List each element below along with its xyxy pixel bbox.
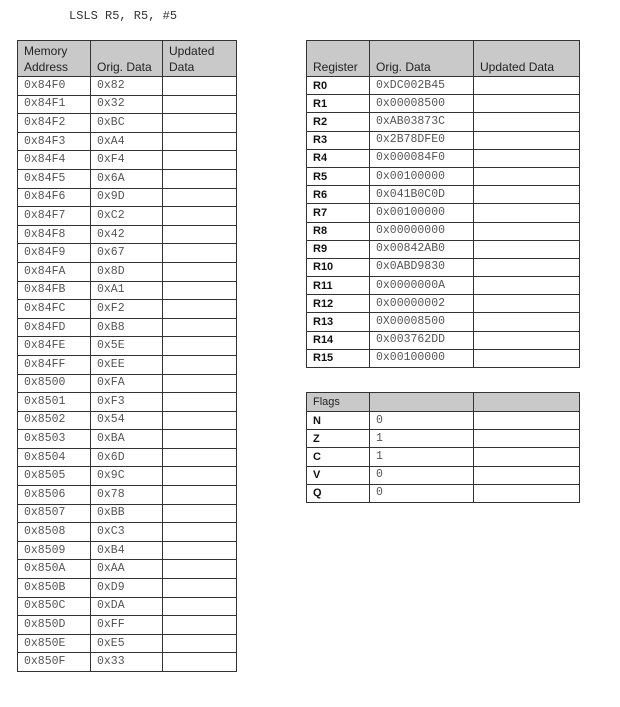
orig-data-cell: 0x00008500	[370, 95, 474, 113]
header-flags: Flags	[307, 393, 370, 412]
address-cell: 0x84FD	[18, 318, 91, 337]
updated-data-cell	[163, 207, 237, 226]
flag-row	[307, 484, 580, 502]
memory-row	[18, 653, 237, 672]
orig-data-cell: 0xDC002B45	[370, 77, 474, 95]
orig-data-cell: 0x82	[91, 77, 163, 96]
updated-data-cell	[474, 186, 580, 204]
orig-data-cell: 0xBC	[91, 114, 163, 133]
register-name-cell: R9	[307, 240, 370, 258]
updated-data-cell	[163, 467, 237, 486]
address-cell: 0x8503	[18, 430, 91, 449]
register-name-cell: R8	[307, 222, 370, 240]
memory-row	[18, 95, 237, 114]
updated-data-cell	[474, 258, 580, 276]
orig-data-cell: 0x8D	[91, 262, 163, 281]
memory-row	[18, 374, 237, 393]
flag-name-cell: V	[307, 466, 370, 484]
orig-data-cell: 0x42	[91, 225, 163, 244]
flag-orig-cell: 1	[370, 430, 474, 448]
address-cell: 0x84FF	[18, 355, 91, 374]
orig-data-cell: 0xAA	[91, 560, 163, 579]
register-name-cell: R15	[307, 349, 370, 367]
memory-row	[18, 523, 237, 542]
address-cell: 0x84FE	[18, 337, 91, 356]
updated-data-cell	[163, 337, 237, 356]
memory-row	[18, 579, 237, 598]
register-name-cell: R3	[307, 131, 370, 149]
updated-data-cell	[163, 355, 237, 374]
memory-row	[18, 337, 237, 356]
address-cell: 0x84FB	[18, 281, 91, 300]
register-name-cell: R10	[307, 258, 370, 276]
memory-header-row	[18, 41, 237, 77]
register-row	[307, 167, 580, 185]
updated-data-cell	[474, 131, 580, 149]
memory-row	[18, 486, 237, 505]
flag-name-cell: C	[307, 448, 370, 466]
address-cell: 0x850C	[18, 597, 91, 616]
memory-row	[18, 504, 237, 523]
updated-data-cell	[474, 349, 580, 367]
memory-row	[18, 411, 237, 430]
orig-data-cell: 0xC3	[91, 523, 163, 542]
register-row	[307, 222, 580, 240]
updated-data-cell	[163, 262, 237, 281]
header-flags-orig	[370, 393, 474, 412]
updated-data-cell	[163, 300, 237, 319]
header-memory-address: Memory Address	[18, 41, 91, 77]
flag-orig-cell: 0	[370, 466, 474, 484]
orig-data-cell: 0x0000000A	[370, 277, 474, 295]
updated-data-cell	[474, 149, 580, 167]
orig-data-cell: 0xBA	[91, 430, 163, 449]
updated-data-cell	[163, 486, 237, 505]
updated-data-cell	[163, 132, 237, 151]
updated-data-cell	[163, 188, 237, 207]
orig-data-cell: 0x041B0C0D	[370, 186, 474, 204]
memory-row	[18, 355, 237, 374]
updated-data-cell	[474, 295, 580, 313]
updated-data-cell	[163, 151, 237, 170]
orig-data-cell: 0xF3	[91, 393, 163, 412]
header-flags-updated	[474, 393, 580, 412]
orig-data-cell: 0xAB03873C	[370, 113, 474, 131]
updated-data-cell	[474, 277, 580, 295]
address-cell: 0x8504	[18, 448, 91, 467]
orig-data-cell: 0x9D	[91, 188, 163, 207]
register-row	[307, 277, 580, 295]
memory-row	[18, 448, 237, 467]
updated-data-cell	[474, 331, 580, 349]
register-name-cell: R6	[307, 186, 370, 204]
header-updated-data: Updated Data	[474, 41, 580, 77]
memory-row	[18, 207, 237, 226]
orig-data-cell: 0xA4	[91, 132, 163, 151]
register-row	[307, 186, 580, 204]
memory-row	[18, 151, 237, 170]
address-cell: 0x8508	[18, 523, 91, 542]
orig-data-cell: 0xB8	[91, 318, 163, 337]
orig-data-cell: 0xFF	[91, 616, 163, 635]
register-table	[306, 40, 580, 368]
flag-updated-cell	[474, 484, 580, 502]
memory-row	[18, 467, 237, 486]
memory-row	[18, 262, 237, 281]
updated-data-cell	[474, 222, 580, 240]
orig-data-cell: 0X00008500	[370, 313, 474, 331]
updated-data-cell	[163, 616, 237, 635]
memory-row	[18, 560, 237, 579]
flag-orig-cell: 1	[370, 448, 474, 466]
orig-data-cell: 0x0ABD9830	[370, 258, 474, 276]
address-cell: 0x8509	[18, 541, 91, 560]
flag-updated-cell	[474, 412, 580, 430]
address-cell: 0x850B	[18, 579, 91, 598]
register-name-cell: R14	[307, 331, 370, 349]
orig-data-cell: 0xB4	[91, 541, 163, 560]
register-row	[307, 95, 580, 113]
updated-data-cell	[163, 77, 237, 96]
updated-data-cell	[163, 411, 237, 430]
register-row	[307, 131, 580, 149]
flag-orig-cell: 0	[370, 412, 474, 430]
updated-data-cell	[163, 430, 237, 449]
header-orig-data: Orig. Data	[91, 41, 163, 77]
address-cell: 0x84F1	[18, 95, 91, 114]
orig-data-cell: 0x003762DD	[370, 331, 474, 349]
updated-data-cell	[163, 374, 237, 393]
register-row	[307, 240, 580, 258]
register-header-row	[307, 41, 580, 77]
memory-row	[18, 597, 237, 616]
updated-data-cell	[163, 597, 237, 616]
flag-row	[307, 430, 580, 448]
register-name-cell: R12	[307, 295, 370, 313]
orig-data-cell: 0xA1	[91, 281, 163, 300]
flag-name-cell: Q	[307, 484, 370, 502]
register-row	[307, 295, 580, 313]
memory-row	[18, 616, 237, 635]
register-name-cell: R1	[307, 95, 370, 113]
orig-data-cell: 0x00100000	[370, 349, 474, 367]
orig-data-cell: 0xDA	[91, 597, 163, 616]
address-cell: 0x8500	[18, 374, 91, 393]
register-row	[307, 149, 580, 167]
updated-data-cell	[474, 240, 580, 258]
flag-updated-cell	[474, 430, 580, 448]
memory-row	[18, 225, 237, 244]
orig-data-cell: 0xC2	[91, 207, 163, 226]
register-name-cell: R5	[307, 167, 370, 185]
updated-data-cell	[474, 204, 580, 222]
flags-table	[306, 392, 580, 503]
instruction-text: LSLS R5, R5, #5	[69, 9, 178, 23]
register-name-cell: R2	[307, 113, 370, 131]
updated-data-cell	[163, 504, 237, 523]
updated-data-cell	[163, 634, 237, 653]
updated-data-cell	[163, 393, 237, 412]
address-cell: 0x8505	[18, 467, 91, 486]
updated-data-cell	[163, 95, 237, 114]
register-name-cell: R13	[307, 313, 370, 331]
orig-data-cell: 0xEE	[91, 355, 163, 374]
address-cell: 0x84F4	[18, 151, 91, 170]
orig-data-cell: 0x6A	[91, 169, 163, 188]
header-orig-data: Orig. Data	[370, 41, 474, 77]
updated-data-cell	[163, 579, 237, 598]
register-name-cell: R4	[307, 149, 370, 167]
address-cell: 0x84F9	[18, 244, 91, 263]
memory-row	[18, 318, 237, 337]
memory-row	[18, 430, 237, 449]
memory-row	[18, 281, 237, 300]
flag-name-cell: Z	[307, 430, 370, 448]
register-name-cell: R11	[307, 277, 370, 295]
flag-row	[307, 448, 580, 466]
updated-data-cell	[474, 77, 580, 95]
address-cell: 0x850E	[18, 634, 91, 653]
orig-data-cell: 0x33	[91, 653, 163, 672]
orig-data-cell: 0x5E	[91, 337, 163, 356]
memory-row	[18, 114, 237, 133]
orig-data-cell: 0xE5	[91, 634, 163, 653]
memory-row	[18, 541, 237, 560]
updated-data-cell	[474, 113, 580, 131]
orig-data-cell: 0x00000000	[370, 222, 474, 240]
register-row	[307, 77, 580, 95]
header-register: Register	[307, 41, 370, 77]
orig-data-cell: 0x67	[91, 244, 163, 263]
updated-data-cell	[163, 244, 237, 263]
address-cell: 0x8506	[18, 486, 91, 505]
address-cell: 0x8502	[18, 411, 91, 430]
header-updated-data: Updated Data	[163, 41, 237, 77]
orig-data-cell: 0x32	[91, 95, 163, 114]
orig-data-cell: 0x000084F0	[370, 149, 474, 167]
address-cell: 0x84F5	[18, 169, 91, 188]
orig-data-cell: 0x6D	[91, 448, 163, 467]
address-cell: 0x850A	[18, 560, 91, 579]
updated-data-cell	[474, 313, 580, 331]
orig-data-cell: 0xBB	[91, 504, 163, 523]
address-cell: 0x8507	[18, 504, 91, 523]
flag-row	[307, 412, 580, 430]
address-cell: 0x84FC	[18, 300, 91, 319]
updated-data-cell	[163, 318, 237, 337]
flag-updated-cell	[474, 448, 580, 466]
orig-data-cell: 0xF4	[91, 151, 163, 170]
address-cell: 0x84F6	[18, 188, 91, 207]
address-cell: 0x850F	[18, 653, 91, 672]
flag-orig-cell: 0	[370, 484, 474, 502]
orig-data-cell: 0xD9	[91, 579, 163, 598]
address-cell: 0x84F7	[18, 207, 91, 226]
memory-row	[18, 169, 237, 188]
updated-data-cell	[163, 653, 237, 672]
address-cell: 0x84F0	[18, 77, 91, 96]
address-cell: 0x8501	[18, 393, 91, 412]
memory-row	[18, 300, 237, 319]
register-row	[307, 113, 580, 131]
flag-updated-cell	[474, 466, 580, 484]
memory-row	[18, 634, 237, 653]
orig-data-cell: 0xFA	[91, 374, 163, 393]
register-name-cell: R0	[307, 77, 370, 95]
orig-data-cell: 0x00100000	[370, 167, 474, 185]
memory-table	[17, 40, 237, 672]
register-row	[307, 313, 580, 331]
register-row	[307, 258, 580, 276]
address-cell: 0x84FA	[18, 262, 91, 281]
orig-data-cell: 0x00000002	[370, 295, 474, 313]
memory-row	[18, 244, 237, 263]
register-row	[307, 331, 580, 349]
updated-data-cell	[163, 114, 237, 133]
orig-data-cell: 0x9C	[91, 467, 163, 486]
orig-data-cell: 0x54	[91, 411, 163, 430]
updated-data-cell	[163, 281, 237, 300]
orig-data-cell: 0x00100000	[370, 204, 474, 222]
updated-data-cell	[163, 225, 237, 244]
address-cell: 0x84F2	[18, 114, 91, 133]
orig-data-cell: 0x00842AB0	[370, 240, 474, 258]
orig-data-cell: 0x78	[91, 486, 163, 505]
memory-row	[18, 393, 237, 412]
flags-header-row	[307, 393, 580, 412]
address-cell: 0x84F3	[18, 132, 91, 151]
address-cell: 0x850D	[18, 616, 91, 635]
updated-data-cell	[474, 167, 580, 185]
updated-data-cell	[163, 541, 237, 560]
memory-row	[18, 77, 237, 96]
register-row	[307, 349, 580, 367]
updated-data-cell	[474, 95, 580, 113]
updated-data-cell	[163, 560, 237, 579]
updated-data-cell	[163, 169, 237, 188]
flag-row	[307, 466, 580, 484]
updated-data-cell	[163, 448, 237, 467]
updated-data-cell	[163, 523, 237, 542]
register-name-cell: R7	[307, 204, 370, 222]
orig-data-cell: 0x2B78DFE0	[370, 131, 474, 149]
address-cell: 0x84F8	[18, 225, 91, 244]
register-row	[307, 204, 580, 222]
orig-data-cell: 0xF2	[91, 300, 163, 319]
memory-row	[18, 132, 237, 151]
memory-row	[18, 188, 237, 207]
flag-name-cell: N	[307, 412, 370, 430]
